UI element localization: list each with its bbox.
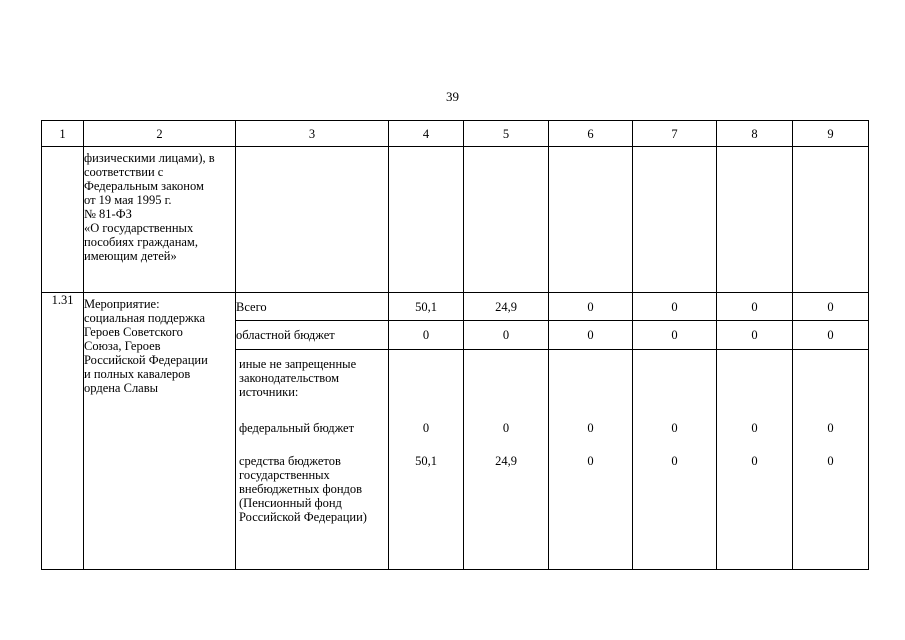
- item-number: 1.31: [42, 293, 84, 570]
- value-cell: 50,1: [389, 293, 464, 321]
- budget-table: [41, 120, 869, 570]
- continuation-empty-cell: [464, 147, 549, 293]
- extrabudgetary-value: 0: [827, 454, 834, 468]
- continuation-line: пособиях гражданам,: [84, 235, 198, 249]
- value-column-cell: [389, 350, 464, 570]
- value-cell: 0: [549, 321, 633, 350]
- value-cell: 0: [717, 293, 793, 321]
- value-cell: 24,9: [464, 293, 549, 321]
- other-sources-line: иные не запрещенные: [239, 357, 357, 371]
- continuation-empty-cell: [793, 147, 869, 293]
- item-description-line: и полных кавалеров: [84, 367, 191, 381]
- item-description-line: Героев Советского: [84, 325, 183, 339]
- other-sources-line: источники:: [239, 385, 299, 399]
- federal-value: 0: [751, 421, 758, 435]
- other-sources-label: [239, 357, 386, 399]
- extrabudgetary-value: 0: [587, 454, 594, 468]
- value-cell: 0: [549, 293, 633, 321]
- continuation-line: «О государственных: [84, 221, 194, 235]
- item-description-line: Союза, Героев: [84, 339, 161, 353]
- item-description-line: ордена Славы: [84, 381, 159, 395]
- value-cell: 0: [464, 321, 549, 350]
- continuation-empty-cell: [389, 147, 464, 293]
- federal-value: 0: [422, 421, 430, 435]
- item-description-line: социальная поддержка: [84, 311, 206, 325]
- value-column-cell: [717, 350, 793, 570]
- value-column-cell: [549, 350, 633, 570]
- federal-value: 0: [587, 421, 594, 435]
- federal-budget-label: федеральный бюджет: [239, 421, 355, 435]
- page-number: 39: [446, 89, 459, 104]
- continuation-row: [42, 147, 869, 293]
- extrabudgetary-value: 50,1: [415, 454, 437, 468]
- continuation-line: соответствии с: [84, 165, 164, 179]
- extrabudgetary-line: средства бюджетов: [239, 454, 341, 468]
- continuation-line: Федеральным законом: [84, 179, 204, 193]
- extrabudgetary-line: Российской Федерации): [239, 510, 367, 524]
- header-col-7: 7: [633, 121, 717, 147]
- continuation-description: [84, 147, 236, 293]
- value-column-cell: [633, 350, 717, 570]
- item-description: [84, 293, 236, 570]
- extrabudgetary-line: (Пенсионный фонд: [239, 496, 342, 510]
- federal-value: 0: [671, 421, 678, 435]
- value-cell: 0: [793, 321, 869, 350]
- header-col-4: 4: [389, 121, 464, 147]
- row-label: областной бюджет: [236, 321, 389, 350]
- value-cell: 0: [633, 293, 717, 321]
- continuation-line: № 81-ФЗ: [84, 207, 132, 221]
- value-cell: 0: [793, 293, 869, 321]
- row-label: Всего: [236, 293, 389, 321]
- continuation-line: имеющим детей»: [84, 249, 177, 263]
- header-col-5: 5: [464, 121, 549, 147]
- extrabudgetary-value: 0: [671, 454, 678, 468]
- value-cell: 0: [389, 321, 464, 350]
- row-total: [42, 293, 869, 321]
- continuation-empty-cell: [549, 147, 633, 293]
- continuation-number-cell: [42, 147, 84, 293]
- continuation-empty-cell: [236, 147, 389, 293]
- header-col-2: 2: [84, 121, 236, 147]
- extrabudgetary-funds-label: [239, 454, 386, 524]
- extrabudgetary-value: 0: [751, 454, 758, 468]
- other-sources-line: законодательством: [239, 371, 340, 385]
- value-column-cell: [464, 350, 549, 570]
- continuation-line: физическими лицами), в: [84, 151, 215, 165]
- header-col-6: 6: [549, 121, 633, 147]
- continuation-line: от 19 мая 1995 г.: [84, 193, 172, 207]
- federal-value: 0: [827, 421, 834, 435]
- extrabudgetary-value: 24,9: [495, 454, 517, 468]
- continuation-empty-cell: [633, 147, 717, 293]
- header-col-3: 3: [236, 121, 389, 147]
- header-col-9: 9: [793, 121, 869, 147]
- header-row: [42, 121, 869, 147]
- header-col-1: 1: [42, 121, 84, 147]
- federal-value: 0: [502, 421, 510, 435]
- item-description-line: Российской Федерации: [84, 353, 208, 367]
- value-cell: 0: [717, 321, 793, 350]
- item-description-line: Мероприятие:: [84, 297, 160, 311]
- continuation-empty-cell: [717, 147, 793, 293]
- extrabudgetary-line: внебюджетных фондов: [239, 482, 363, 496]
- header-col-8: 8: [717, 121, 793, 147]
- other-sources-labels: [236, 350, 389, 570]
- value-column-cell: [793, 350, 869, 570]
- extrabudgetary-line: государственных: [239, 468, 330, 482]
- value-cell: 0: [633, 321, 717, 350]
